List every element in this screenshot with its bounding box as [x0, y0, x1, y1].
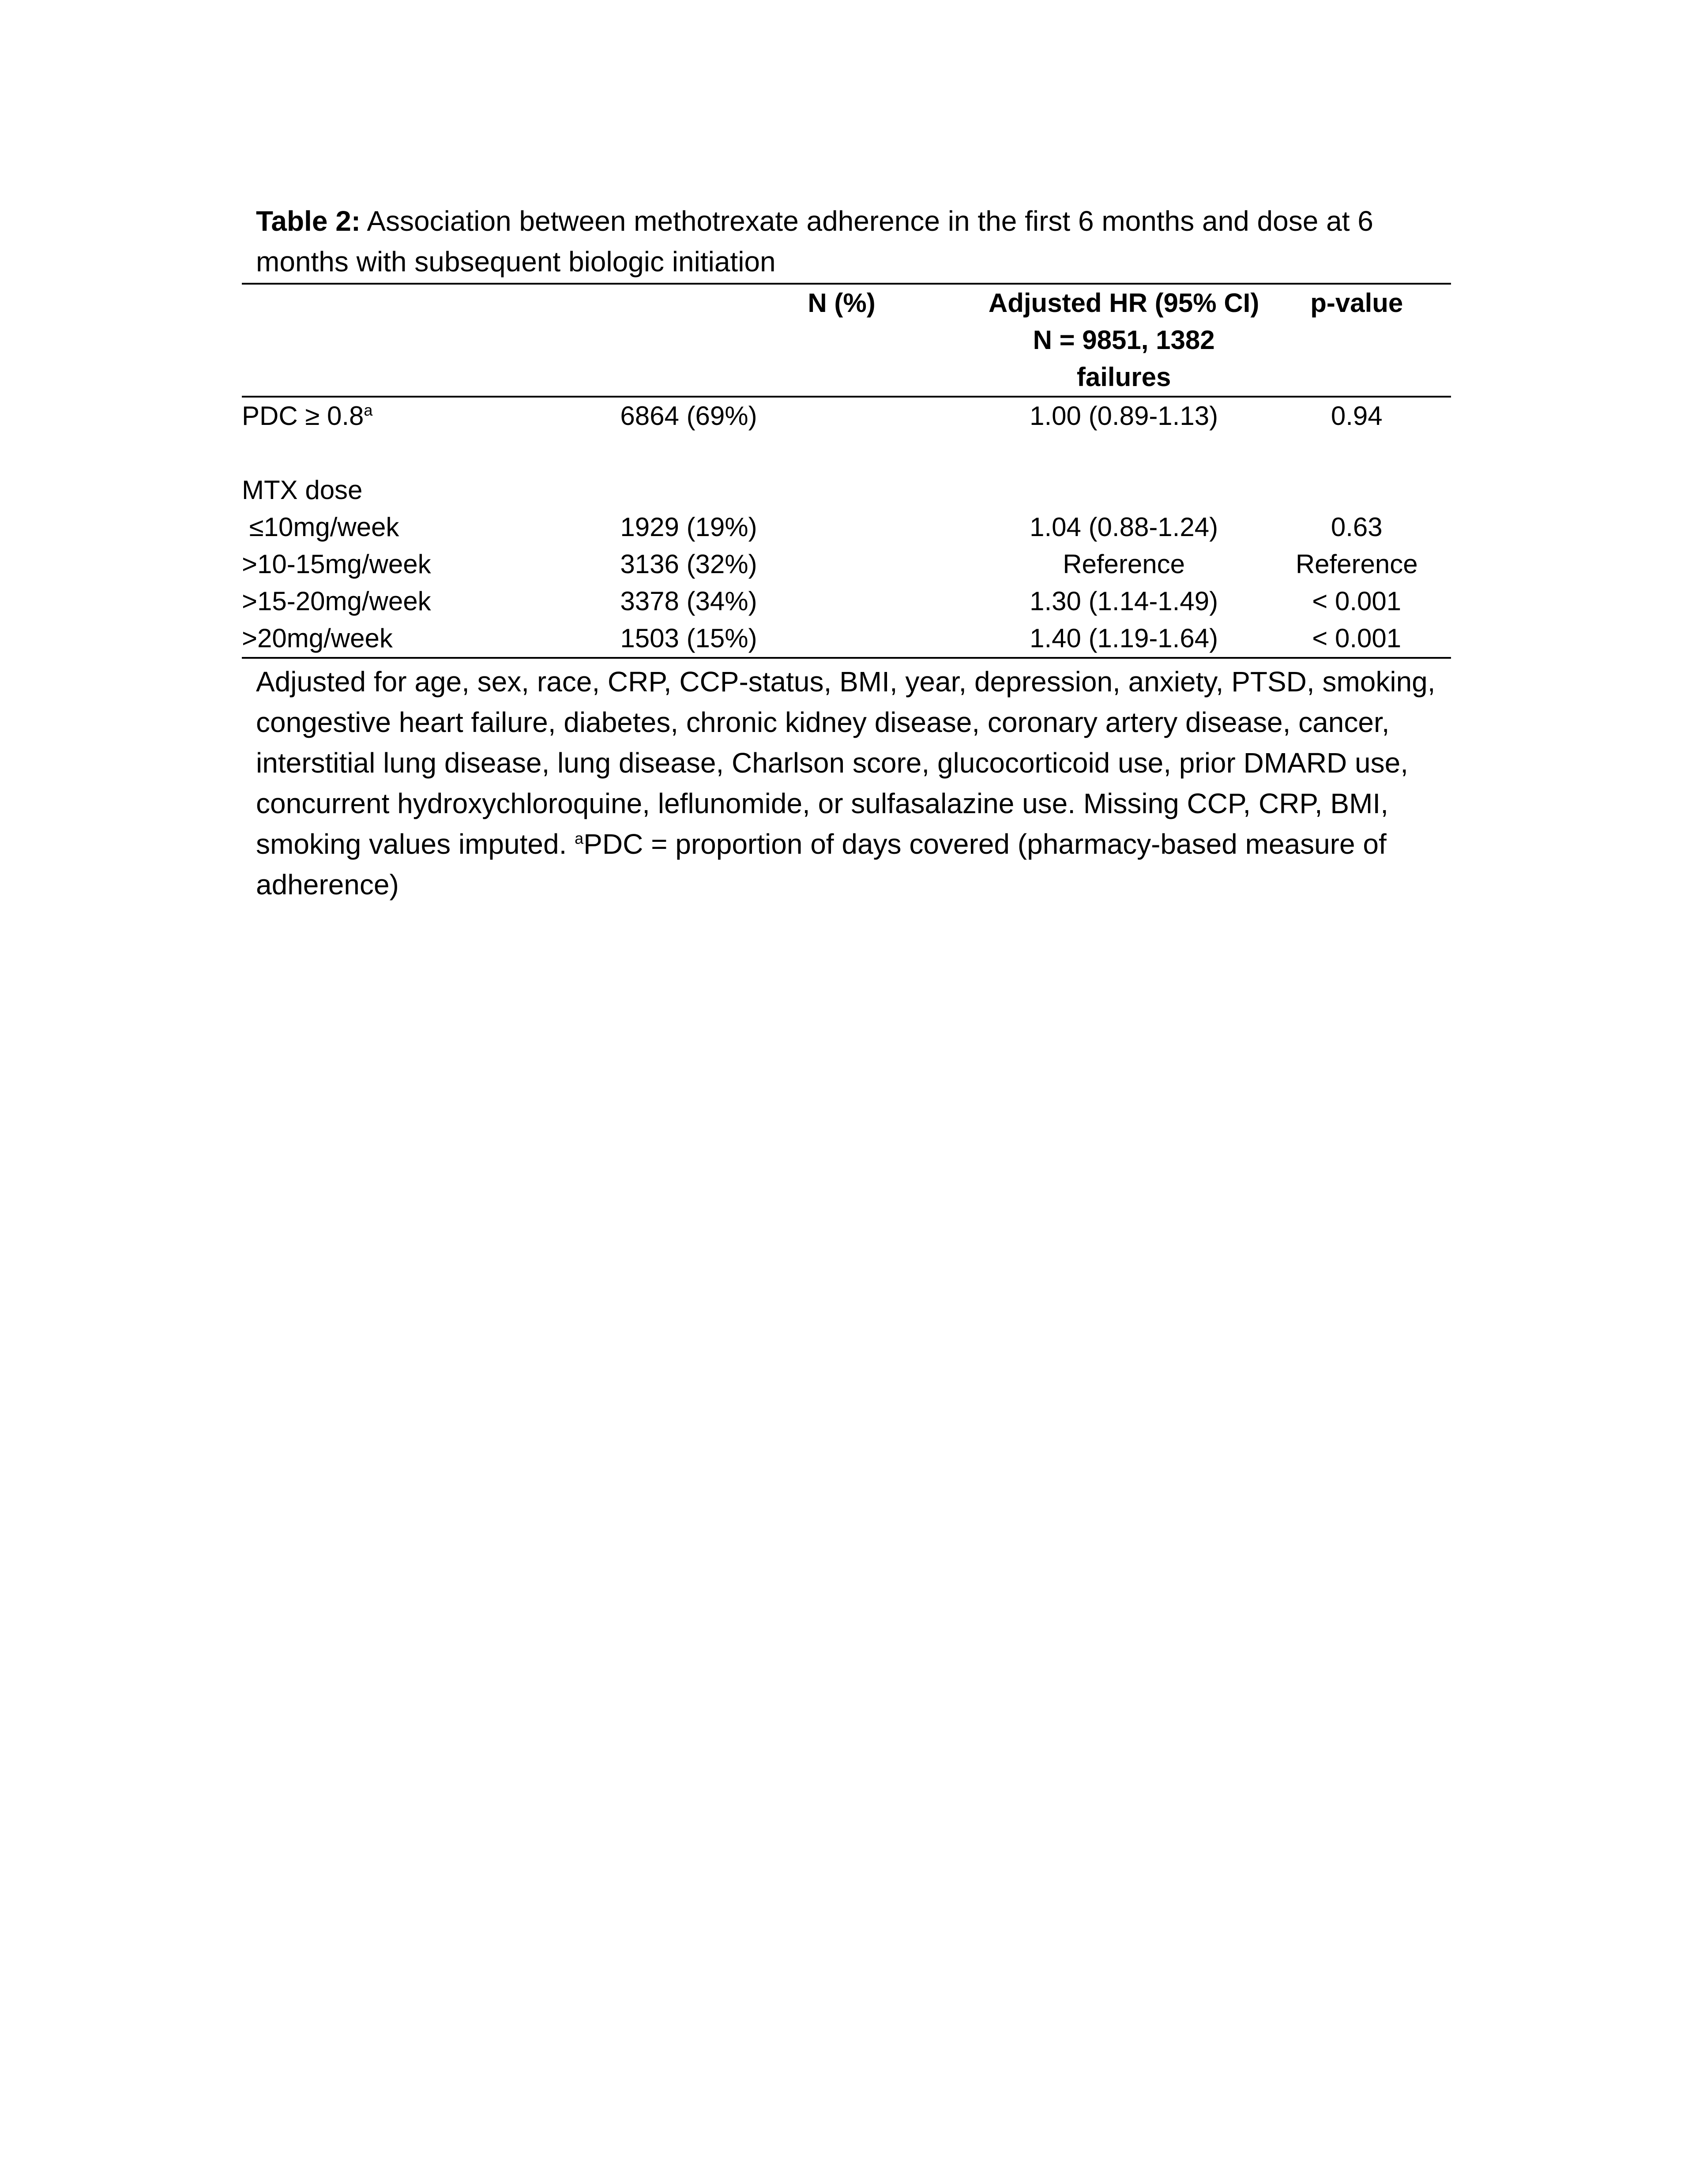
table-row-pdc [242, 397, 1451, 435]
pdc-label-text: PDC ≥ 0.8 [242, 401, 364, 431]
row-p: < 0.001 [1262, 620, 1451, 658]
footnote-main-text: Adjusted for age, sex, race, CRP, CCP-status, BMI, year, depression, anxiety, PTSD, smoking, congestive heart failure, diabetes, chronic kidney disease, coronary artery disease, cancer, interstitial lung disease, lung disease, Charlson score, glucocorticoid use, prior DMARD use, concurrent hydroxychloroquine, leflunomide, or sulfasalazine use. Missing CCP, CRP, BMI, smoking values imputed. [256, 666, 1436, 860]
pdc-label-sup: a [364, 401, 373, 419]
row-label [242, 397, 620, 435]
row-p: 0.94 [1331, 401, 1383, 431]
row-n [620, 546, 985, 583]
footnote-definition: PDC = proportion of days covered (pharmacy-based measure of adherence) [256, 828, 1387, 901]
table-caption [242, 201, 1451, 282]
row-n [620, 397, 985, 435]
header-label [242, 284, 620, 397]
header-p-value: p-value [1262, 284, 1451, 397]
row-n-text: 1503 (15%) [620, 623, 757, 653]
table-row [242, 546, 1451, 583]
pdc-n-text: 6864 (69%) [620, 401, 757, 431]
row-p: 0.63 [1331, 512, 1383, 542]
row-p: Reference [1295, 549, 1418, 579]
row-n [620, 583, 985, 620]
row-n-text: 3136 (32%) [620, 549, 757, 579]
table-caption-text: Association between methotrexate adherence in the first 6 months and dose at 6 months with subsequent biologic initiation [256, 205, 1373, 278]
row-n [620, 620, 985, 658]
row-hr: 1.04 (0.88-1.24) [1030, 512, 1218, 542]
row-p: < 0.001 [1312, 586, 1402, 616]
row-n [620, 509, 985, 546]
row-label: >10-15mg/week [242, 549, 431, 579]
header-n-percent [620, 284, 985, 397]
mtx-section-label: MTX dose [242, 475, 363, 505]
row-n-text: 3378 (34%) [620, 586, 757, 616]
table-footnote [242, 661, 1451, 905]
table-row [242, 583, 1451, 620]
document-page [242, 201, 1451, 905]
row-hr: 1.30 (1.14-1.49) [1030, 586, 1218, 616]
header-hr-line2: N = 9851, 1382 failures [1033, 325, 1215, 392]
row-n-text: 1929 (19%) [620, 512, 757, 542]
table-row [242, 509, 1451, 546]
row-label: >20mg/week [242, 620, 620, 658]
header-n-percent-text: N (%) [808, 288, 876, 318]
table-header-row [242, 284, 1451, 397]
header-adjusted-hr [985, 284, 1263, 397]
row-label: >15-20mg/week [242, 586, 431, 616]
row-label: ≤10mg/week [242, 512, 399, 542]
header-hr-line1: Adjusted HR (95% CI) [988, 288, 1259, 318]
table-row [242, 620, 1451, 658]
table-spacer-row [242, 435, 1451, 472]
results-table [242, 283, 1451, 659]
table-caption-label: Table 2: [256, 205, 361, 237]
row-hr: Reference [1063, 549, 1185, 579]
row-hr: 1.00 (0.89-1.13) [1030, 401, 1218, 431]
table-row-mtx-section [242, 472, 1451, 509]
row-hr: 1.40 (1.19-1.64) [985, 620, 1263, 658]
footnote-sup: a [575, 829, 584, 848]
